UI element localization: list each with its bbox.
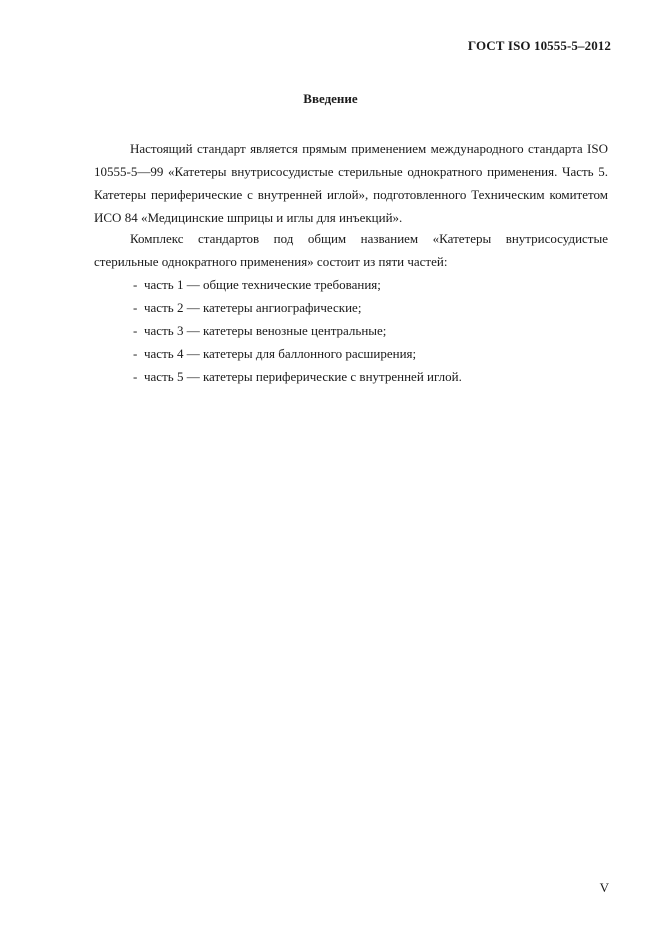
intro-paragraph-1: [94, 137, 608, 229]
page-number: V: [599, 880, 609, 895]
parts-list: [133, 273, 462, 388]
list-item: [133, 319, 462, 342]
paragraph-text: Комплекс стандартов под общим названием «Катетеры внутрисосудистые стерильные однократного применения» состоит из пяти частей:: [94, 231, 608, 269]
section-title: Введение: [303, 91, 358, 106]
list-item-text: часть 1 — общие технические требования;: [144, 277, 381, 292]
standard-code-header: ГОСТ ISO 10555-5–2012: [467, 38, 611, 53]
list-dash: -: [133, 346, 138, 361]
list-dash: -: [133, 323, 138, 338]
list-item: [133, 273, 462, 296]
intro-paragraph-2: [94, 227, 608, 273]
list-item: [133, 342, 462, 365]
paragraph-text: Настоящий стандарт является прямым применением международного стандарта ISO 10555-5—99 «Катетеры внутрисосудистые стерильные однократного применения. Часть 5. Катетеры периферические с внутренней иглой», подготовленного Техническим комитетом ИСО 84 «Медицинские шприцы и иглы для инъекций».: [94, 141, 608, 225]
list-dash: -: [133, 369, 138, 384]
list-item: [133, 296, 462, 319]
list-item-text: часть 2 — катетеры ангиографические;: [144, 300, 362, 315]
list-item: [133, 365, 462, 388]
list-item-text: часть 4 — катетеры для баллонного расширения;: [144, 346, 417, 361]
list-dash: -: [133, 277, 138, 292]
list-item-text: часть 5 — катетеры периферические с внутренней иглой.: [144, 369, 462, 384]
list-dash: -: [133, 300, 138, 315]
list-item-text: часть 3 — катетеры венозные центральные;: [144, 323, 387, 338]
